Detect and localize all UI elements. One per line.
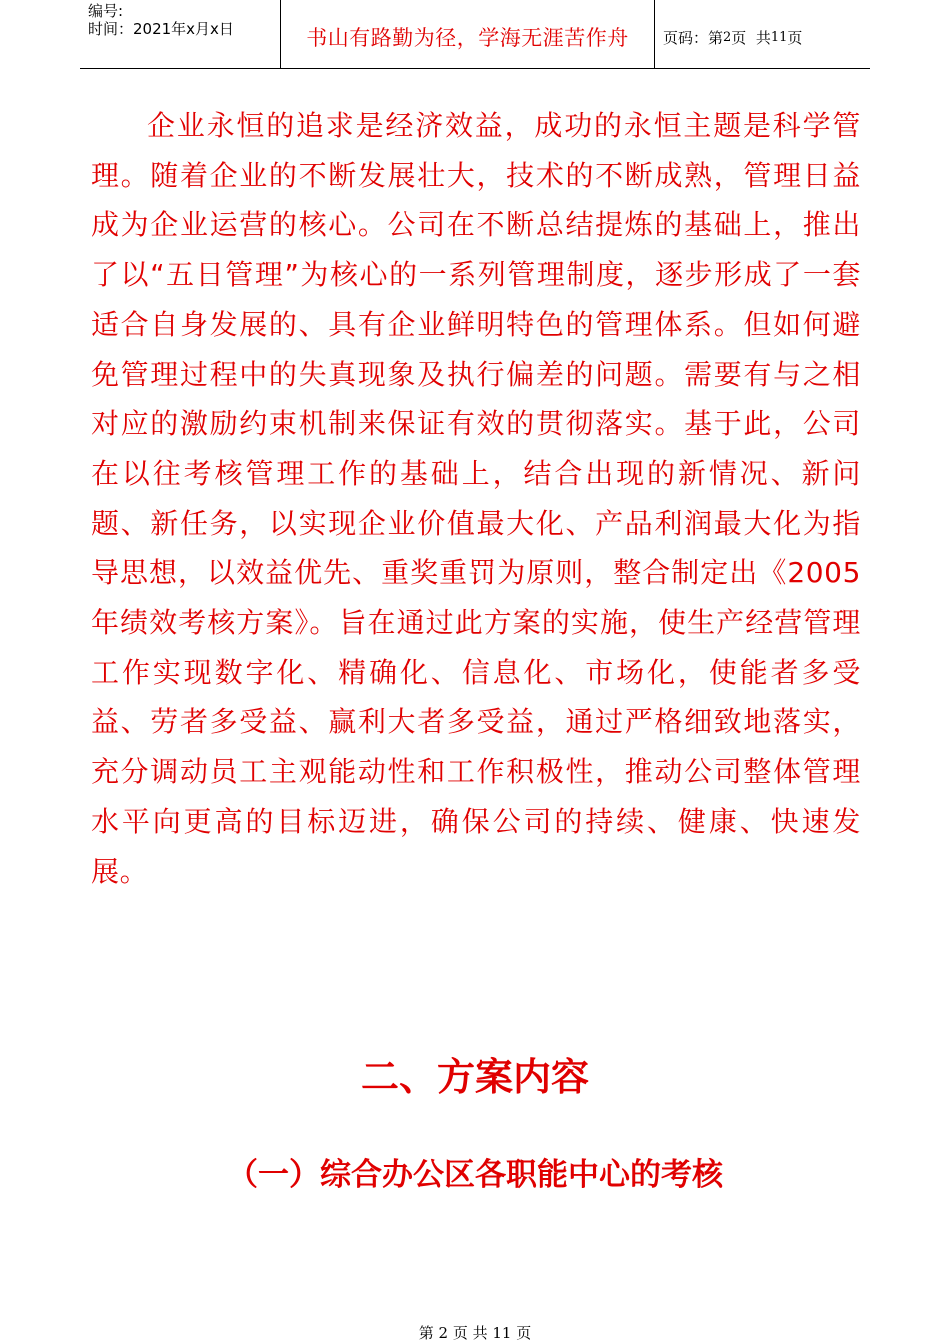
page-number: 2 <box>723 29 732 45</box>
page-suffix: 页 <box>787 28 803 47</box>
page-footer: 第 2 页 共 11 页 <box>418 1324 532 1342</box>
header-page-cell <box>655 0 870 68</box>
header-motto-cell <box>281 0 655 68</box>
serial-label: 编号: <box>88 2 124 20</box>
page-mid: 页 共 <box>731 28 771 47</box>
header-meta-cell <box>80 0 281 68</box>
time-label: 时间：2021年x月x日 <box>88 20 234 38</box>
page-header <box>80 0 870 69</box>
body-paragraph: 企业永恒的追求是经济效益，成功的永恒主题是科学管理。随着企业的不断发展壮大，技术的不断成熟，管理日益成为企业运营的核心。公司在不断总结提炼的基础上，推出了以“五日管理”为核心的一系列管理制度，逐步形成了一套适合自身发展的、具有企业鲜明特色的管理体系。但如何避免管理过程中的失真现象及执行偏差的问题。需要有与之相对应的激励约束机制来保证有效的贯彻落实。基于此，公司在以往考核管理工作的基础上，结合出现的新情况、新问题、新任务，以实现企业价值最大化、产品利润最大化为指导思想，以效益优先、重奖重罚为原则，整合制定出《2005年绩效考核方案》。旨在通过此方案的实施，使生产经营管理工作实现数字化、精确化、信息化、市场化，使能者多受益、劳者多受益、赢利大者多受益，通过严格细致地落实，充分调动员工主观能动性和工作积极性，推动公司整体管理水平向更高的目标迈进，确保公司的持续、健康、快速发展。 <box>91 109 861 888</box>
page-total: 11 <box>770 29 788 45</box>
section-title: 二、方案内容 <box>360 1054 589 1099</box>
header-motto: 书山有路勤为径，学海无涯苦作舟 <box>306 26 629 50</box>
section-subtitle: （一）综合办公区各职能中心的考核 <box>227 1157 723 1193</box>
page-prefix: 页码：第 <box>663 28 724 47</box>
